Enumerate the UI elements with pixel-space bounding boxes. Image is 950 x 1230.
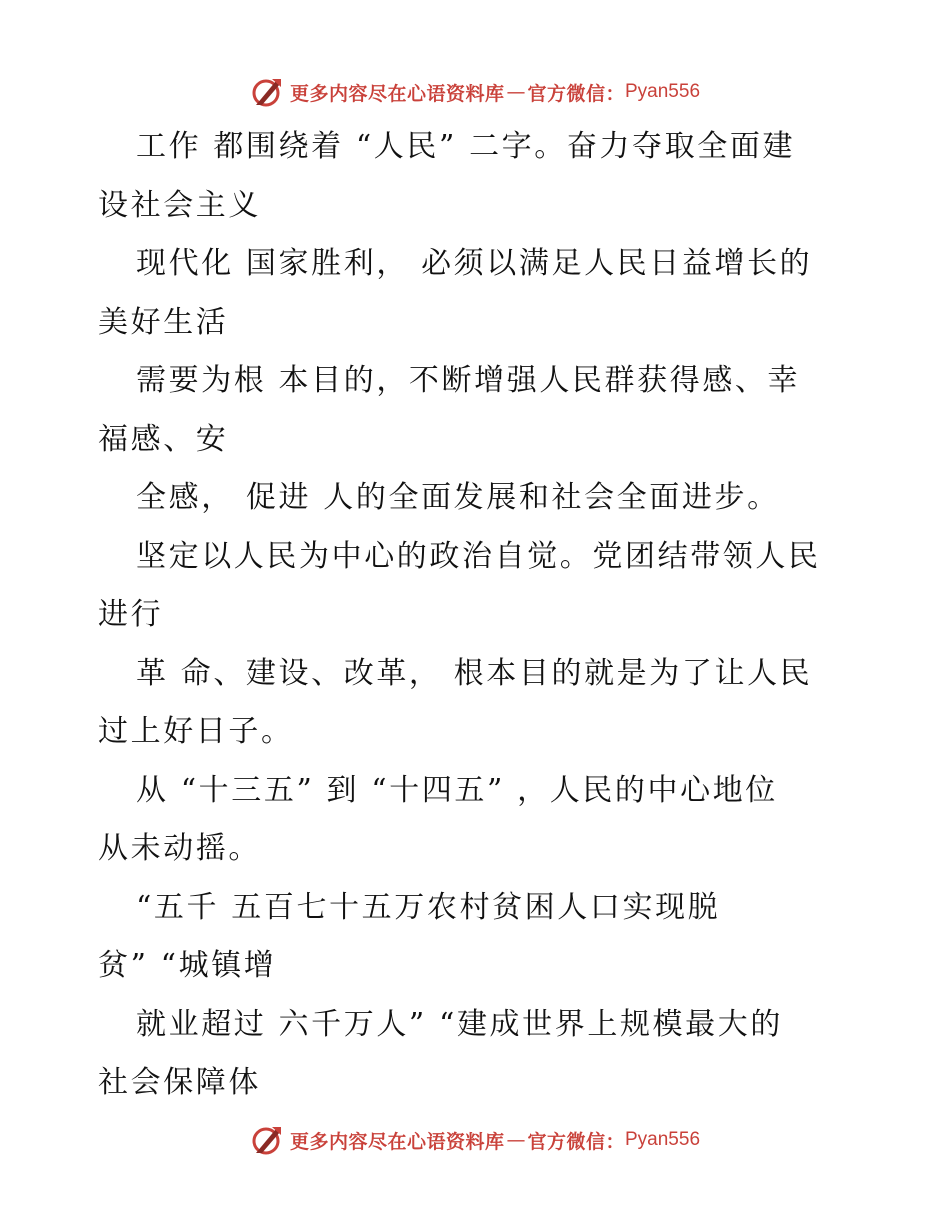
paragraph: [98, 996, 878, 1113]
watermark-account: Pyan556: [625, 81, 701, 102]
watermark-separator: —: [506, 81, 526, 103]
paragraph-line: 进行: [98, 597, 164, 632]
paragraph-line: 美好生活: [98, 304, 229, 340]
paragraph-line: 就业超过 六千万人” “建成世界上规模最大的: [136, 1006, 783, 1042]
paragraph-line: 革 命、建设、改革， 根本目的就是为了让人民: [136, 655, 813, 691]
header-watermark: [0, 72, 950, 112]
paragraph-line: 设社会主义: [98, 187, 261, 223]
paragraph-line: 从 “十三五” 到 “十四五” ，人民的中心地位: [136, 772, 778, 808]
paragraph-line: 福感、安: [98, 421, 229, 457]
watermark-label: 官方微信：: [527, 82, 625, 105]
paragraph: [98, 645, 878, 762]
watermark-account: Pyan556: [625, 1129, 701, 1150]
paragraph-line: 工作 都围绕着 “人民” 二字。奋力夺取全面建: [136, 129, 796, 164]
paragraph: [98, 879, 878, 996]
quill-pen-seal-icon: [250, 75, 284, 109]
paragraph-line: 坚定以人民为中心的政治自觉。党团结带领人民: [136, 538, 821, 574]
paragraph: [98, 235, 878, 352]
paragraph-line: 从未动摇。: [98, 831, 261, 866]
paragraph-line: “五千 五百七十五万农村贫困人口实现脱: [136, 889, 721, 925]
paragraph: [98, 352, 878, 469]
paragraph: [98, 762, 878, 879]
paragraph-line: 过上好日子。: [98, 714, 294, 749]
quill-pen-seal-icon: [250, 1123, 284, 1157]
watermark-brand: 更多内容尽在心语资料库: [289, 1130, 505, 1153]
paragraph-line: 全感， 促进 人的全面发展和社会全面进步。: [136, 480, 780, 515]
watermark-separator: —: [506, 1129, 526, 1151]
paragraph: [98, 528, 878, 645]
paragraph-line: 贫” “城镇增: [98, 948, 277, 983]
paragraph-line: 社会保障体: [98, 1065, 261, 1100]
paragraph: [98, 118, 878, 235]
watermark-brand: 更多内容尽在心语资料库: [289, 82, 505, 105]
footer-watermark: [0, 1120, 950, 1160]
document-body: [98, 118, 878, 1113]
paragraph-line: 需要为根 本目的，不断增强人民群获得感、幸: [136, 363, 801, 398]
paragraph-line: 现代化 国家胜利， 必须以满足人民日益增长的: [136, 246, 813, 281]
paragraph: [98, 469, 878, 528]
watermark-label: 官方微信：: [527, 1130, 625, 1153]
